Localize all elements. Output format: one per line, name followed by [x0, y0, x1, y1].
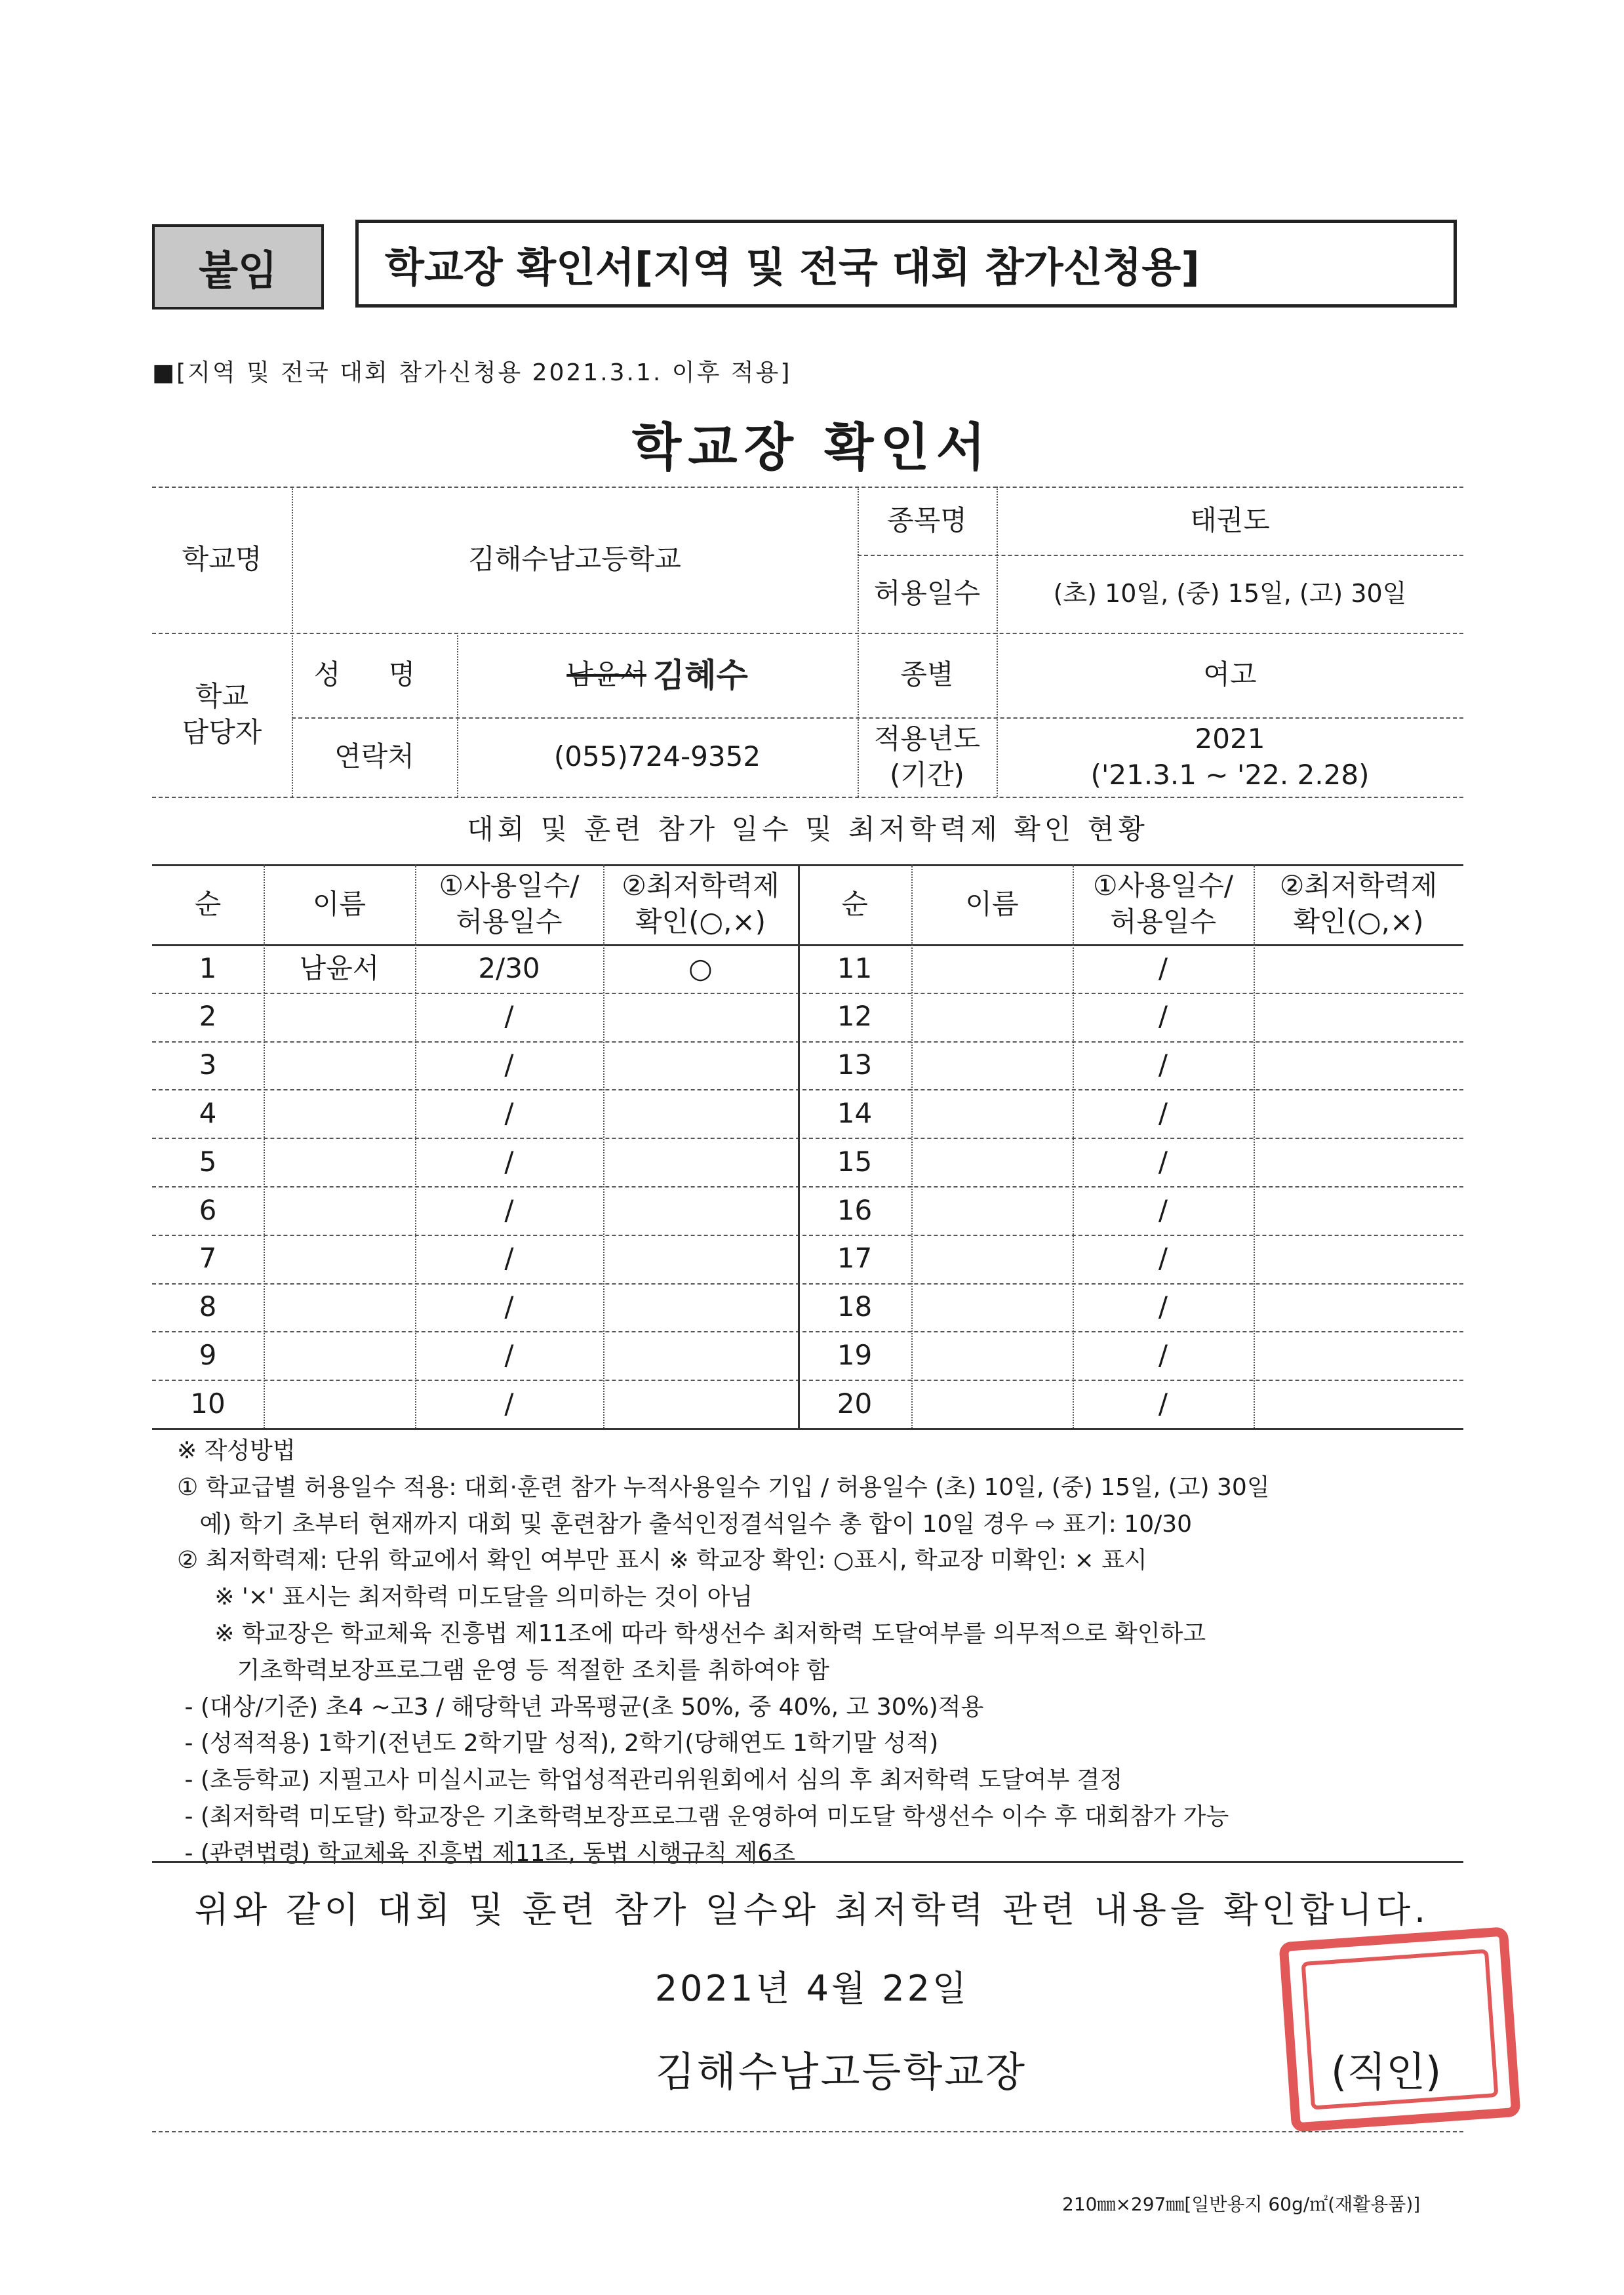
table-cell-right-no: 11 [837, 951, 873, 984]
table-cell-right-used: / [1158, 1387, 1168, 1420]
table-cell-right-used: / [1158, 1193, 1168, 1226]
period-range: ('21.3.1 ~ '22. 2.28) [1090, 758, 1370, 791]
principal-signature: 김해수남고등학교장 [656, 2048, 1027, 2096]
header-check-left [603, 864, 798, 944]
header-name-left: 이름 [312, 887, 366, 920]
table-cell-right-used: / [1158, 1096, 1168, 1129]
period-label-line1: 적용년도 [873, 722, 981, 755]
table-cell-right-name [911, 1235, 1073, 1283]
header-check-left-1: ②최저학력제 [622, 869, 780, 902]
paper-spec: 210㎜×297㎜[일반용지 60g/㎡(재활용품)] [1062, 2193, 1421, 2215]
event-label: 종목명 [887, 504, 967, 536]
table-cell-left-used: / [504, 1096, 514, 1129]
name-label: 성 명 [313, 658, 435, 691]
table-cell-left-check [603, 993, 798, 1041]
table-cell-right-no: 15 [837, 1145, 873, 1178]
table-cell-left-check [603, 1041, 798, 1090]
table-cell-left-name [264, 1041, 415, 1090]
table-cell-left-no: 1 [199, 951, 217, 984]
header-used-right-1: ①사용일수/ [1092, 869, 1234, 902]
writing-instructions [177, 1433, 1488, 1872]
table-cell-right-no: 20 [837, 1387, 873, 1420]
official-seal [1278, 1926, 1520, 2132]
header-no-right: 순 [841, 887, 868, 920]
table-cell-left-no: 7 [199, 1242, 217, 1275]
struck-name: 남윤서 [566, 658, 646, 691]
header-title: 학교장 확인서[지역 및 전국 대회 참가신청용] [355, 220, 1457, 308]
period-value [997, 717, 1463, 797]
note-line: ② 최저학력제: 단위 학교에서 확인 여부만 표시 ※ 학교장 확인: ○표시, 학교장 미확인: × 표시 [177, 1547, 1147, 1574]
table-cell-left-no: 8 [199, 1290, 217, 1323]
table-cell-right-check [1254, 1331, 1463, 1380]
table-cell-left-name [264, 1331, 415, 1380]
table-cell-right-check [1254, 944, 1463, 993]
table-cell-left-no: 4 [199, 1096, 217, 1129]
table-cell-right-no: 18 [837, 1290, 873, 1323]
table-cell-right-no: 13 [837, 1048, 873, 1081]
header-check-right-1: ②최저학력제 [1279, 869, 1438, 902]
table-cell-left-name [264, 993, 415, 1041]
allowed-days-label: 허용일수 [873, 577, 981, 610]
table-cell-right-name [911, 1138, 1073, 1186]
table-cell-right-no: 12 [837, 1000, 873, 1033]
school-label: 학교명 [182, 543, 262, 576]
allowed-days-value: (초) 10일, (중) 15일, (고) 30일 [1053, 578, 1407, 608]
table-cell-right-name [911, 944, 1073, 993]
table-cell-right-check [1254, 1283, 1463, 1332]
period-label [858, 717, 997, 797]
table-bottom-border [152, 1428, 1463, 1430]
table-cell-right-check [1254, 1138, 1463, 1186]
table-cell-right-used: / [1158, 1242, 1168, 1275]
attachment-tag: 붙임 [152, 224, 324, 309]
contact-value: (055)724-9352 [553, 740, 761, 773]
table-cell-right-check [1254, 1186, 1463, 1235]
note-line: - (성적적용) 1학기(전년도 2학기말 성적), 2학기(당해연도 1학기말 성적) [177, 1730, 939, 1757]
table-cell-left-check [603, 1138, 798, 1186]
note-line: ※ 작성방법 [177, 1437, 296, 1464]
table-cell-right-used: / [1158, 951, 1168, 984]
table-cell-right-check [1254, 993, 1463, 1041]
table-cell-left-no: 5 [199, 1145, 217, 1178]
table-cell-left-check [603, 1089, 798, 1138]
table-cell-left-no: 3 [199, 1048, 217, 1081]
table-cell-right-used: / [1158, 1145, 1168, 1178]
table-cell-left-check [603, 1331, 798, 1380]
table-cell-left-used: / [504, 1290, 514, 1323]
note-line: - (대상/기준) 초4 ~고3 / 해당학년 과목평균(초 50%, 중 40%, 고 30%)적용 [177, 1693, 984, 1721]
seal-label: (직인) [1331, 2048, 1442, 2096]
header-check-right [1254, 864, 1463, 944]
table-cell-right-no: 16 [837, 1193, 873, 1226]
table-cell-left-no: 10 [190, 1387, 226, 1420]
note-line: 기초학력보장프로그램 운영 등 적절한 조치를 취하여야 함 [177, 1656, 829, 1684]
header-check-right-2: 확인(○,×) [1293, 906, 1424, 938]
table-cell-right-check [1254, 1089, 1463, 1138]
table-cell-left-used: 2/30 [478, 951, 540, 984]
handwritten-name: 김혜수 [652, 656, 748, 694]
table-cell-right-no: 19 [837, 1338, 873, 1371]
header-used-right-2: 허용일수 [1109, 906, 1217, 938]
table-cell-right-name [911, 993, 1073, 1041]
table-cell-left-used: / [504, 1000, 514, 1033]
table-cell-left-used: / [504, 1145, 514, 1178]
table-cell-left-name [264, 1138, 415, 1186]
table-cell-left-name [264, 1235, 415, 1283]
table-cell-right-no: 17 [837, 1242, 873, 1275]
table-cell-right-check [1254, 1380, 1463, 1428]
note-line: - (최저학력 미도달) 학교장은 기초학력보장프로그램 운영하여 미도달 학생선수 이수 후 대회참가 가능 [177, 1803, 1229, 1830]
note-line: - (관련법령) 학교체육 진흥법 제11조, 동법 시행규칙 제6조 [177, 1839, 796, 1867]
table-cell-left-used: / [504, 1193, 514, 1226]
note-line: ※ 학교장은 학교체육 진흥법 제11조에 따라 학생선수 최저학력 도달여부를 의무적으로 확인하고 [177, 1620, 1206, 1647]
table-cell-left-name [264, 1380, 415, 1428]
table-cell-right-check [1254, 1041, 1463, 1090]
header-name-right: 이름 [965, 887, 1019, 920]
category-label: 종별 [900, 658, 954, 691]
table-cell-left-used: / [504, 1387, 514, 1420]
table-cell-right-name [911, 1186, 1073, 1235]
period-year: 2021 [1195, 722, 1265, 755]
table-cell-left-no: 9 [199, 1338, 217, 1371]
period-label-line2: (기간) [890, 758, 964, 791]
note-line: ① 학교급별 허용일수 적용: 대회·훈련 참가 누적사용일수 기입 / 허용일수 (초) 10일, (중) 15일, (고) 30일 [177, 1473, 1270, 1501]
table-cell-right-no: 14 [837, 1096, 873, 1129]
header-used-left [415, 864, 603, 944]
table-cell-right-used: / [1158, 1290, 1168, 1323]
footer-divider [152, 2131, 1463, 2132]
table-cell-left-name [264, 1089, 415, 1138]
contact-label: 연락처 [334, 740, 414, 773]
note-line: ※ '×' 표시는 최저학력 미도달을 의미하는 것이 아님 [177, 1584, 753, 1611]
confirmation-date: 2021년 4월 22일 [654, 1968, 970, 2009]
table-cell-left-check [603, 1186, 798, 1235]
confirmation-statement: 위와 같이 대회 및 훈련 참가 일수와 최저학력 관련 내용을 확인합니다. [194, 1889, 1430, 1930]
table-cell-right-used: / [1158, 1338, 1168, 1371]
note-line: 예) 학기 초부터 현재까지 대회 및 훈련참가 출석인정결석일수 총 합이 10일 경우 ⇨ 표기: 10/30 [177, 1510, 1193, 1538]
manager-name [457, 633, 858, 717]
table-cell-left-check [603, 1380, 798, 1428]
table-cell-left-check [603, 1235, 798, 1283]
table-cell-right-check [1254, 1235, 1463, 1283]
manager-label [152, 633, 292, 797]
header-used-left-1: ①사용일수/ [439, 869, 580, 902]
table-cell-right-used: / [1158, 1048, 1168, 1081]
table-cell-left-used: / [504, 1048, 514, 1081]
table-cell-right-name [911, 1283, 1073, 1332]
header-used-left-2: 허용일수 [456, 906, 563, 938]
table-cell-right-name [911, 1380, 1073, 1428]
table-cell-left-used: / [504, 1242, 514, 1275]
table-cell-left-name: 남윤서 [299, 951, 380, 984]
school-value: 김해수남고등학교 [468, 543, 681, 576]
table-cell-right-name [911, 1041, 1073, 1090]
header-used-right [1073, 864, 1254, 944]
category-value: 여고 [1203, 658, 1257, 691]
notes-bottom-border [152, 1861, 1463, 1863]
manager-label-line2: 담당자 [182, 716, 262, 748]
header-no-left: 순 [194, 887, 222, 920]
table-cell-left-no: 6 [199, 1193, 217, 1226]
table-cell-left-check: ○ [688, 951, 713, 984]
table-cell-left-used: / [504, 1338, 514, 1371]
table-cell-left-name [264, 1283, 415, 1332]
applicability-note: ■[지역 및 전국 대회 참가신청용 2021.3.1. 이후 적용] [152, 359, 792, 386]
manager-label-line1: 학교 [195, 680, 249, 713]
event-value: 태권도 [1190, 504, 1270, 536]
table-cell-left-check [603, 1283, 798, 1332]
note-line: - (초등학교) 지필고사 미실시교는 학업성적관리위원회에서 심의 후 최저학력 도달여부 결정 [177, 1766, 1123, 1794]
header-check-left-2: 확인(○,×) [635, 906, 766, 938]
table-cell-right-used: / [1158, 1000, 1168, 1033]
table-cell-left-name [264, 1186, 415, 1235]
table-cell-right-name [911, 1331, 1073, 1380]
table-cell-left-no: 2 [199, 1000, 217, 1033]
section-title: 대회 및 훈련 참가 일수 및 최저학력제 확인 현황 [467, 812, 1149, 845]
document-title: 학교장 확인서 [631, 418, 993, 477]
table-cell-right-name [911, 1089, 1073, 1138]
